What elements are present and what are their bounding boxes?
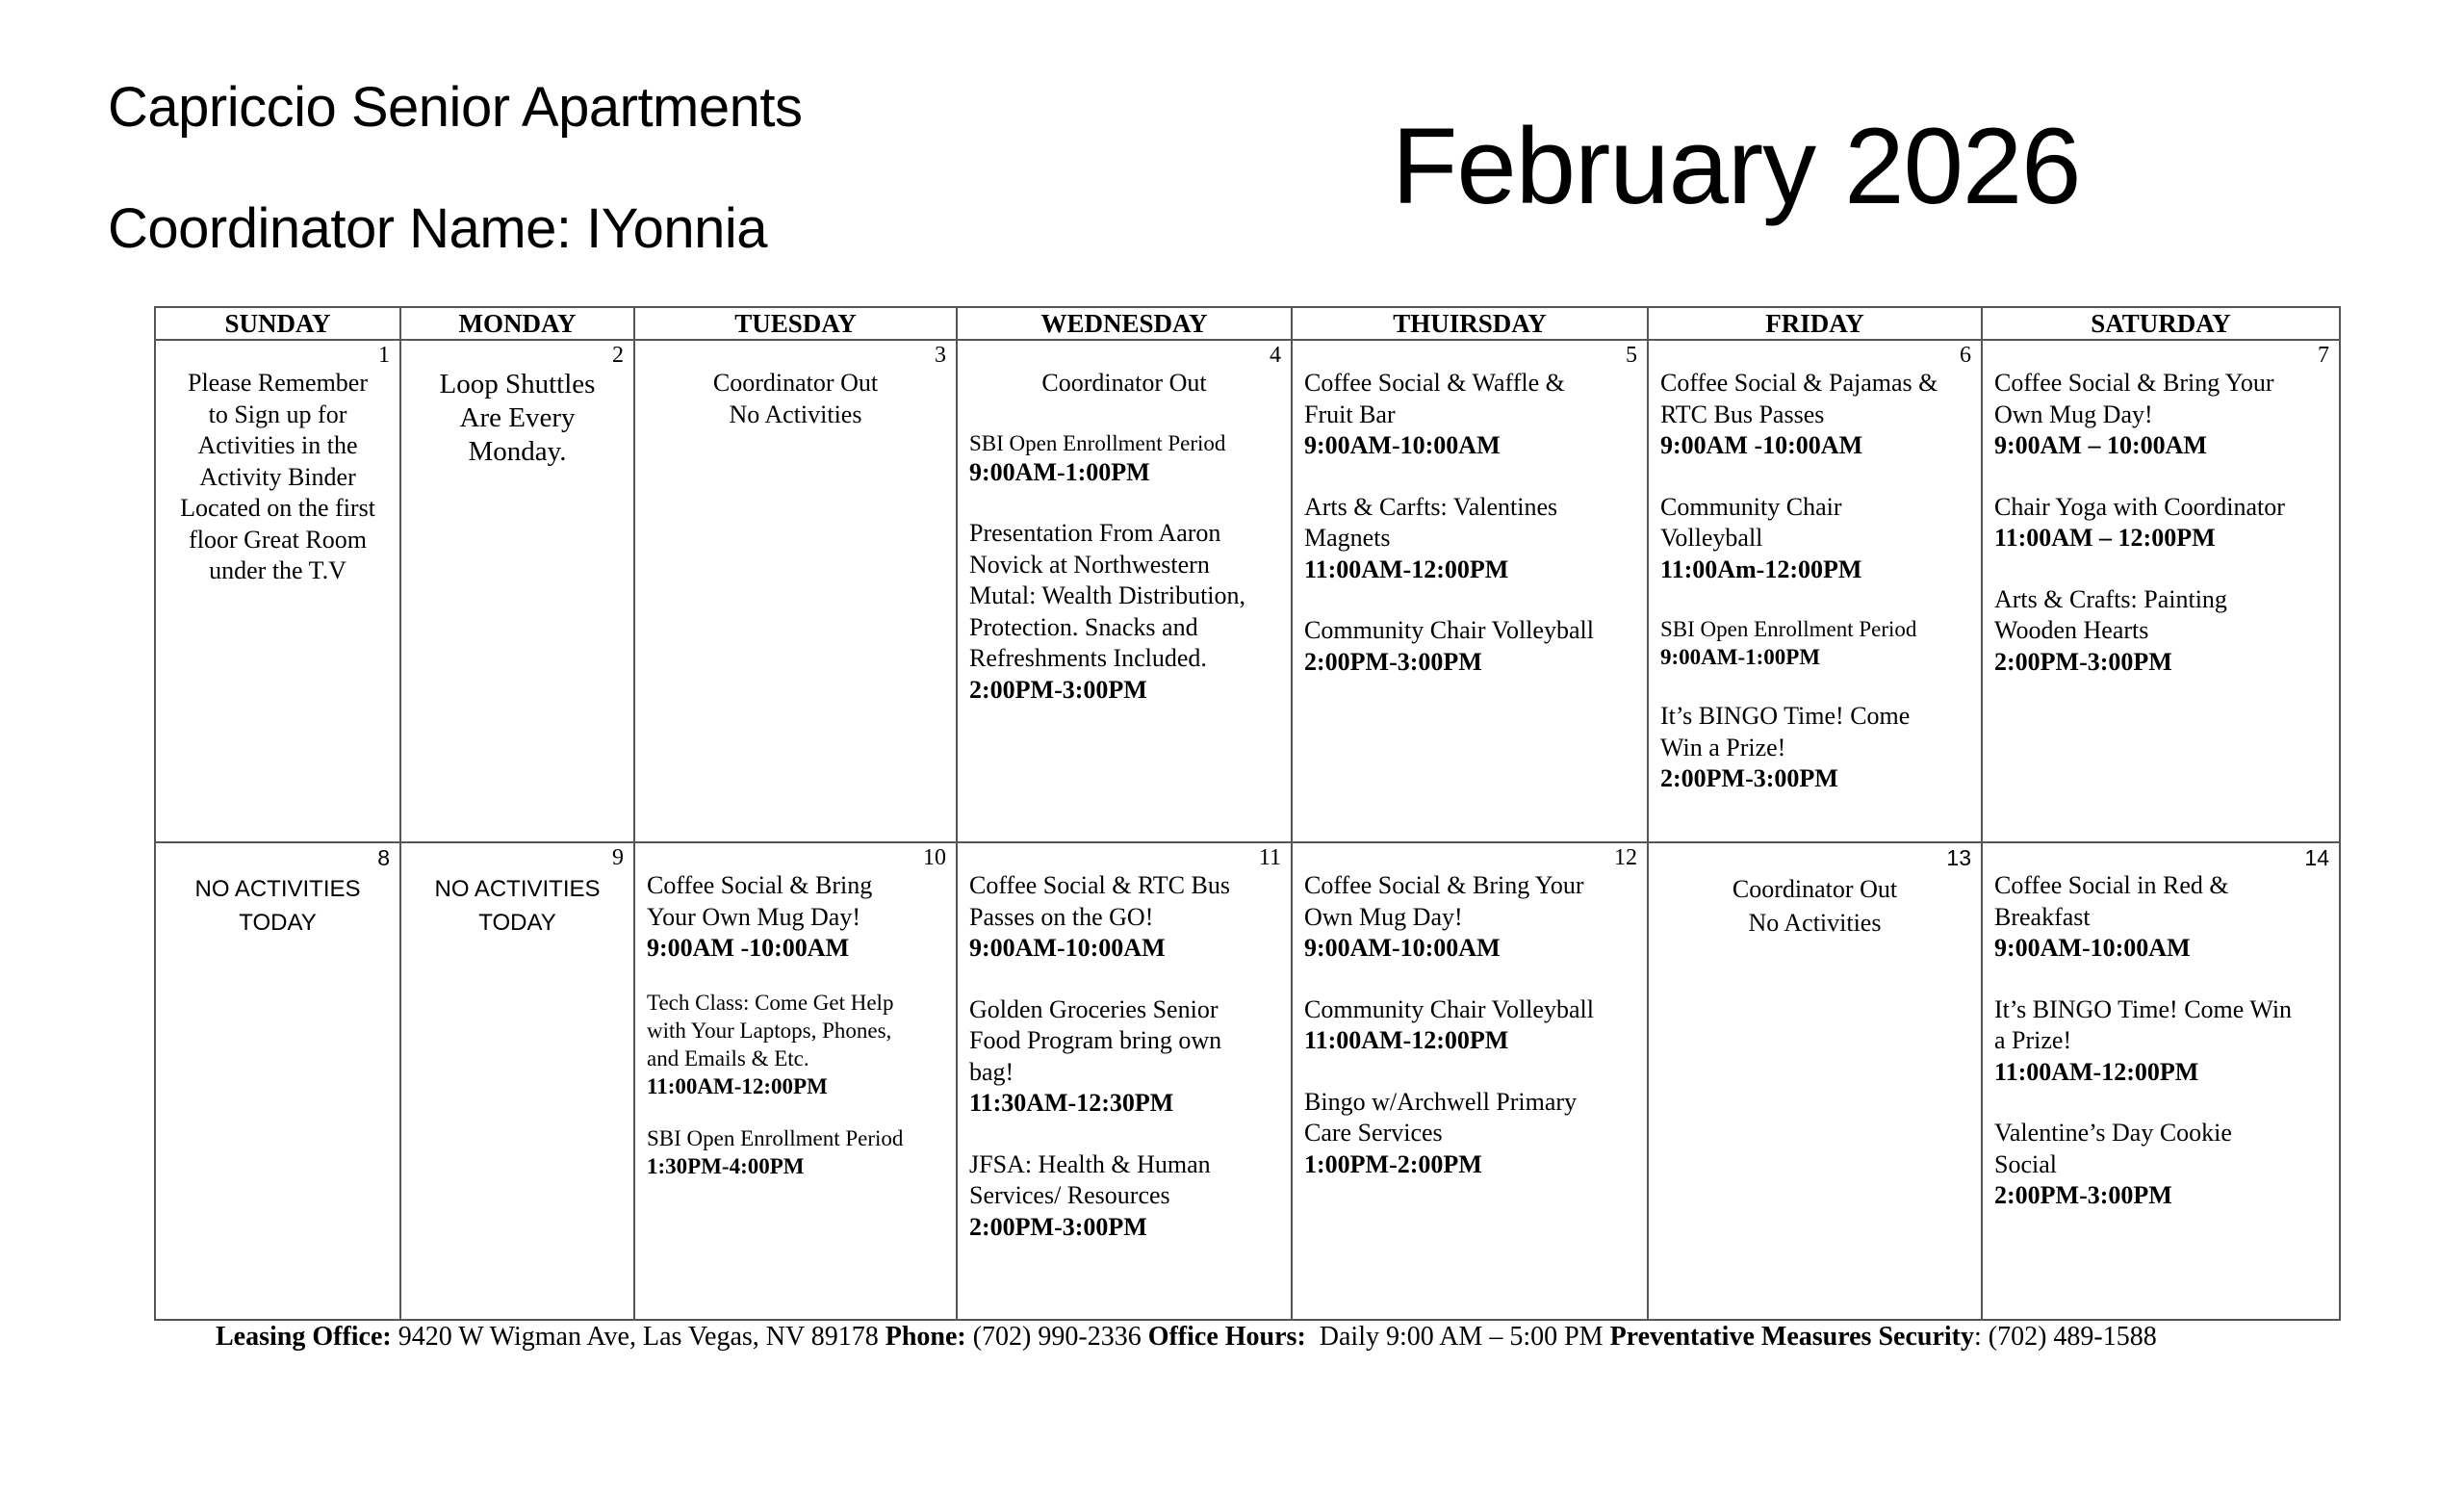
event-title: a Prize!	[1994, 1026, 2072, 1054]
event-time: 11:00AM – 12:00PM	[1994, 524, 2216, 552]
event-title: Coffee Social & Pajamas &	[1660, 369, 1938, 397]
office-hours-value: Daily 9:00 AM – 5:00 PM	[1305, 1322, 1610, 1352]
day-number: 8	[377, 845, 390, 870]
no-activities-note: NO ACTIVITIES	[434, 876, 601, 902]
event-time: 1:30PM-4:00PM	[647, 1153, 805, 1178]
event-time: 9:00AM -10:00AM	[647, 934, 850, 962]
weekday-wednesday: WEDNESDAY	[957, 307, 1292, 340]
weekday-header-row	[155, 307, 2340, 340]
event-time: 2:00PM-3:00PM	[969, 1212, 1147, 1241]
event-time: 9:00AM-10:00AM	[969, 934, 1166, 962]
week-row-1	[155, 340, 2340, 842]
event-title: Mutal: Wealth Distribution,	[969, 581, 1246, 609]
security-phone: : (702) 489-1588	[1974, 1322, 2157, 1352]
leasing-label: Leasing Office:	[216, 1322, 392, 1352]
event-time: 2:00PM-3:00PM	[1994, 647, 2172, 676]
event-time: 11:30AM-12:30PM	[969, 1089, 1174, 1117]
reminder-line: Please Remember	[188, 369, 368, 397]
event-time: 9:00AM – 10:00AM	[1994, 431, 2207, 459]
event-title: Novick at Northwestern	[969, 550, 1210, 579]
event-title: It’s BINGO Time! Come	[1660, 702, 1911, 730]
day-number: 7	[2318, 343, 2329, 368]
reminder-line: Activities in the	[197, 431, 358, 459]
event-title: bag!	[969, 1057, 1014, 1086]
day-cell-7	[1982, 340, 2340, 842]
event-title: Community Chair Volleyball	[1304, 616, 1594, 644]
event-title: Magnets	[1304, 524, 1391, 552]
note-line: No Activities	[1748, 909, 1882, 937]
event-title: Services/ Resources	[969, 1181, 1170, 1209]
property-name: Capriccio Senior Apartments	[108, 76, 803, 139]
event-time: 11:00Am-12:00PM	[1660, 555, 1862, 583]
event-title: Bingo w/Archwell Primary	[1304, 1087, 1578, 1116]
week-row-2	[155, 842, 2340, 1320]
reminder-line: under the T.V	[209, 556, 346, 584]
event-title: Coffee Social & Bring Your	[1994, 369, 2274, 397]
reminder-line: to Sign up for	[208, 400, 347, 428]
security-label: Preventative Measures Security	[1609, 1322, 1974, 1352]
day-number: 9	[612, 845, 624, 870]
weekday-thursday: THUIRSDAY	[1292, 307, 1648, 340]
event-title: Chair Yoga with Coordinator	[1994, 492, 2285, 521]
note-line: No Activities	[729, 400, 862, 428]
weekday-friday: FRIDAY	[1648, 307, 1982, 340]
day-number: 14	[2304, 845, 2329, 870]
day-cell-2	[400, 340, 634, 842]
note-line: Monday.	[468, 436, 567, 467]
event-title: Social	[1994, 1149, 2057, 1178]
note-line: Coordinator Out	[712, 369, 879, 397]
event-time: 9:00AM-1:00PM	[1660, 645, 1821, 669]
day-cell-6	[1648, 340, 1982, 842]
event-title: Win a Prize!	[1660, 733, 1786, 761]
weekday-sunday: SUNDAY	[155, 307, 400, 340]
day-cell-14	[1982, 842, 2340, 1320]
reminder-line: Activity Binder	[199, 462, 356, 491]
event-time: 11:00AM-12:00PM	[1994, 1057, 2199, 1086]
event-title: SBI Open Enrollment Period	[647, 1125, 904, 1150]
event-title: Arts & Crafts: Painting	[1994, 584, 2227, 613]
event-title: Breakfast	[1994, 902, 2091, 931]
event-title: Coffee Social & Bring Your	[1304, 871, 1584, 899]
weekday-tuesday: TUESDAY	[634, 307, 957, 340]
day-number: 11	[1258, 845, 1281, 870]
event-title: JFSA: Health & Human	[969, 1149, 1211, 1178]
weekday-monday: MONDAY	[400, 307, 634, 340]
event-time: 9:00AM-10:00AM	[1304, 431, 1501, 459]
note-line: Coordinator Out	[1732, 875, 1898, 903]
event-title: Arts & Carfts: Valentines	[1304, 492, 1558, 521]
event-time: 11:00AM-12:00PM	[1304, 1026, 1509, 1054]
month-title: February 2026	[1392, 106, 2081, 226]
reminder-line: Located on the first	[180, 494, 375, 522]
event-title: Wooden Hearts	[1994, 616, 2149, 644]
event-title: Your Own Mug Day!	[647, 902, 860, 931]
phone-label: Phone:	[885, 1322, 966, 1352]
day-cell-11	[957, 842, 1292, 1320]
day-cell-12	[1292, 842, 1648, 1320]
event-title: Volleyball	[1660, 524, 1763, 552]
day-cell-9	[400, 842, 634, 1320]
day-cell-3	[634, 340, 957, 842]
calendar-grid	[154, 306, 2341, 1321]
event-time: 11:00AM-12:00PM	[647, 1073, 828, 1098]
event-title: It’s BINGO Time! Come Win	[1994, 994, 2293, 1023]
day-cell-8	[155, 842, 400, 1320]
event-title: RTC Bus Passes	[1660, 400, 1825, 428]
event-title: Own Mug Day!	[1994, 400, 2153, 428]
day-number: 3	[935, 343, 946, 368]
day-cell-1	[155, 340, 400, 842]
note-line: Are Every	[459, 402, 576, 433]
event-title: Presentation From Aaron	[969, 519, 1221, 547]
day-number: 1	[378, 343, 390, 368]
event-time: 2:00PM-3:00PM	[1304, 647, 1482, 676]
event-title: Community Chair	[1660, 492, 1842, 521]
phone-value: (702) 990-2336	[965, 1322, 1148, 1352]
event-title: Valentine’s Day Cookie	[1994, 1119, 2232, 1147]
event-time: 9:00AM-10:00AM	[1994, 934, 2191, 962]
event-title: Protection. Snacks and	[969, 612, 1198, 641]
footer-contact-info	[216, 1322, 2157, 1353]
event-title: Own Mug Day!	[1304, 902, 1463, 931]
event-time: 1:00PM-2:00PM	[1304, 1149, 1482, 1178]
weekday-saturday: SATURDAY	[1982, 307, 2340, 340]
event-time: 2:00PM-3:00PM	[1660, 764, 1838, 792]
event-title: and Emails & Etc.	[647, 1045, 809, 1070]
event-title: SBI Open Enrollment Period	[969, 430, 1226, 455]
no-activities-note: NO ACTIVITIES	[194, 876, 361, 902]
day-number: 12	[1614, 845, 1637, 870]
event-title: Passes on the GO!	[969, 902, 1154, 931]
day-cell-13	[1648, 842, 1982, 1320]
event-title: Care Services	[1304, 1119, 1443, 1147]
day-cell-5	[1292, 340, 1648, 842]
event-title: Coffee Social & Waffle &	[1304, 369, 1565, 397]
day-number: 13	[1946, 845, 1971, 870]
event-title: Tech Class: Come Get Help	[647, 990, 894, 1015]
day-cell-4	[957, 340, 1292, 842]
note-line: Loop Shuttles	[439, 369, 596, 400]
coordinator-out-note: Coordinator Out	[1041, 369, 1207, 397]
day-number: 4	[1270, 343, 1281, 368]
event-time: 9:00AM-1:00PM	[969, 457, 1150, 486]
event-time: 11:00AM-12:00PM	[1304, 555, 1509, 583]
event-title: Food Program bring own	[969, 1026, 1222, 1054]
event-title: with Your Laptops, Phones,	[647, 1018, 892, 1043]
event-title: SBI Open Enrollment Period	[1660, 617, 1917, 641]
event-title: Golden Groceries Senior	[969, 994, 1219, 1023]
day-cell-10	[634, 842, 957, 1320]
event-time: 9:00AM -10:00AM	[1660, 431, 1863, 459]
event-title: Coffee Social & RTC Bus	[969, 871, 1230, 899]
reminder-line: floor Great Room	[189, 525, 367, 554]
coordinator-name: Coordinator Name: IYonnia	[108, 197, 768, 260]
day-number: 5	[1626, 343, 1637, 368]
event-title: Refreshments Included.	[969, 644, 1207, 672]
office-hours-label: Office Hours:	[1147, 1322, 1306, 1352]
day-number: 6	[1960, 343, 1971, 368]
event-title: Coffee Social & Bring	[647, 871, 873, 899]
day-number: 10	[923, 845, 946, 870]
no-activities-note: TODAY	[478, 910, 556, 936]
event-title: Coffee Social in Red &	[1994, 871, 2229, 899]
leasing-address: 9420 W Wigman Ave, Las Vegas, NV 89178	[391, 1322, 886, 1352]
no-activities-note: TODAY	[239, 910, 317, 936]
event-title: Community Chair Volleyball	[1304, 994, 1594, 1023]
event-time: 2:00PM-3:00PM	[969, 675, 1147, 704]
event-time: 9:00AM-10:00AM	[1304, 934, 1501, 962]
day-number: 2	[612, 343, 624, 368]
event-title: Fruit Bar	[1304, 400, 1396, 428]
event-time: 2:00PM-3:00PM	[1994, 1181, 2172, 1209]
